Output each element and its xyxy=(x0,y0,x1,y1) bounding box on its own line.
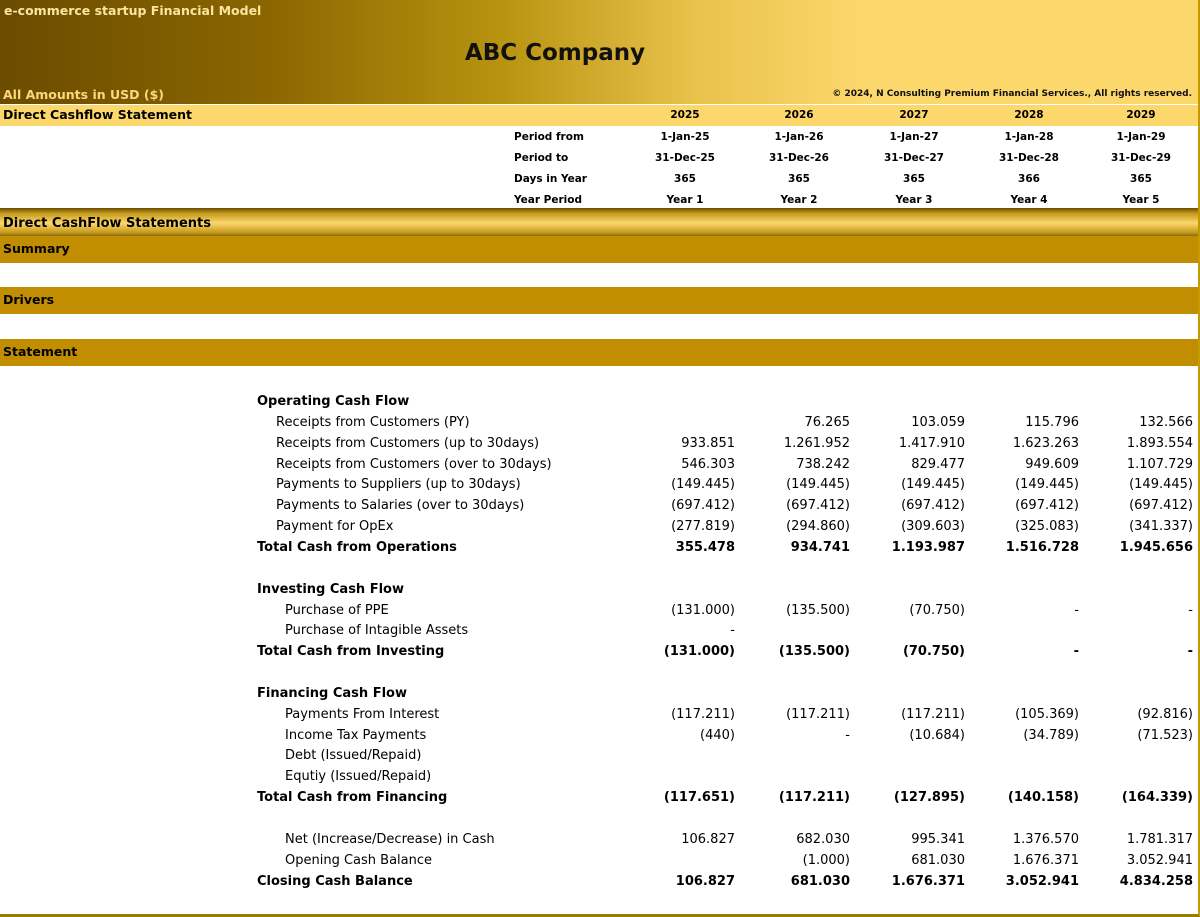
spacer-row xyxy=(0,663,1198,684)
value-cell[interactable]: - xyxy=(730,623,735,639)
value-cell[interactable]: (697.412) xyxy=(786,498,850,514)
value-cell[interactable]: 115.796 xyxy=(1025,414,1079,430)
value-cell[interactable]: (135.500) xyxy=(786,602,850,618)
section-drivers[interactable] xyxy=(0,287,1198,314)
value-cell[interactable]: 106.827 xyxy=(681,831,735,847)
value-cell[interactable]: 76.265 xyxy=(804,414,850,430)
value-cell[interactable]: 1.893.554 xyxy=(1126,435,1193,451)
value-cell[interactable]: (117.651) xyxy=(663,790,735,806)
period-to-cell[interactable]: 31-Dec-29 xyxy=(1110,152,1171,164)
value-cell[interactable]: (105.369) xyxy=(1015,706,1079,722)
value-cell[interactable]: (440) xyxy=(700,727,735,743)
table-row xyxy=(0,767,1198,788)
year-2025[interactable]: 2025 xyxy=(670,109,700,121)
value-cell[interactable]: (697.412) xyxy=(1129,498,1193,514)
year-2026[interactable]: 2026 xyxy=(784,109,814,121)
value-cell[interactable]: 682.030 xyxy=(796,831,850,847)
year-header-row xyxy=(0,105,1198,126)
days-in-year-label: Days in Year xyxy=(514,173,587,185)
value-cell[interactable]: (117.211) xyxy=(901,706,965,722)
year-period-cell[interactable]: Year 4 xyxy=(1010,194,1048,206)
row-label[interactable]: Investing Cash Flow xyxy=(257,581,404,597)
value-cell[interactable]: (117.211) xyxy=(786,706,850,722)
table-row xyxy=(0,455,1198,476)
year-2027[interactable]: 2027 xyxy=(899,109,929,121)
value-cell[interactable]: (149.445) xyxy=(901,477,965,493)
value-cell[interactable]: (140.158) xyxy=(1007,790,1079,806)
table-row xyxy=(0,830,1198,851)
value-cell[interactable]: (697.412) xyxy=(1015,498,1079,514)
value-cell[interactable]: (149.445) xyxy=(671,477,735,493)
value-cell[interactable]: 1.516.728 xyxy=(1005,539,1079,555)
period-from-row xyxy=(0,127,1198,148)
section-summary-label: Summary xyxy=(3,241,70,256)
table-row xyxy=(0,538,1198,559)
period-to-cell[interactable]: 31-Dec-28 xyxy=(998,152,1059,164)
model-title: e-commerce startup Financial Model xyxy=(4,3,262,18)
value-cell[interactable]: - xyxy=(1187,644,1193,660)
row-label[interactable]: Purchase of PPE xyxy=(285,602,389,618)
row-label[interactable]: Payments From Interest xyxy=(285,706,440,722)
value-cell[interactable]: 546.303 xyxy=(681,456,735,472)
value-cell[interactable]: 1.193.987 xyxy=(891,539,965,555)
days-in-year-row xyxy=(0,169,1198,190)
row-label[interactable]: Total Cash from Investing xyxy=(257,644,445,660)
row-label[interactable]: Closing Cash Balance xyxy=(257,873,413,889)
year-2028[interactable]: 2028 xyxy=(1014,109,1044,121)
value-cell[interactable]: (70.750) xyxy=(902,644,965,660)
value-cell[interactable]: 681.030 xyxy=(911,852,965,868)
value-cell[interactable]: (34.789) xyxy=(1023,727,1079,743)
period-from-cell[interactable]: 1-Jan-29 xyxy=(1116,131,1166,143)
table-row xyxy=(0,580,1198,601)
table-row xyxy=(0,517,1198,538)
period-to-row xyxy=(0,148,1198,169)
value-cell[interactable]: - xyxy=(1074,602,1079,618)
period-from-cell[interactable]: 1-Jan-28 xyxy=(1004,131,1054,143)
days-in-year-cell[interactable]: 365 xyxy=(903,173,925,185)
row-label[interactable]: Receipts from Customers (PY) xyxy=(276,414,470,430)
value-cell[interactable]: (277.819) xyxy=(671,519,735,535)
table-row xyxy=(0,746,1198,767)
value-cell[interactable]: (10.684) xyxy=(909,727,965,743)
value-cell[interactable]: 103.059 xyxy=(911,414,965,430)
period-from-cell[interactable]: 1-Jan-27 xyxy=(889,131,939,143)
value-cell[interactable]: 1.107.729 xyxy=(1126,456,1193,472)
year-2029[interactable]: 2029 xyxy=(1126,109,1156,121)
table-row xyxy=(0,413,1198,434)
value-cell[interactable]: 934.741 xyxy=(790,539,850,555)
row-label[interactable]: Income Tax Payments xyxy=(285,727,427,743)
value-cell[interactable]: 681.030 xyxy=(790,873,850,889)
spacer-row xyxy=(0,809,1198,830)
row-label[interactable]: Purchase of Intagible Assets xyxy=(285,623,469,639)
value-cell[interactable]: 355.478 xyxy=(675,539,735,555)
year-period-cell[interactable]: Year 2 xyxy=(780,194,818,206)
value-cell[interactable]: (127.895) xyxy=(893,790,965,806)
value-cell[interactable]: (149.445) xyxy=(786,477,850,493)
period-from-cell[interactable]: 1-Jan-25 xyxy=(660,131,710,143)
row-label[interactable]: Total Cash from Operations xyxy=(257,539,457,555)
table-row xyxy=(0,684,1198,705)
row-label[interactable]: Opening Cash Balance xyxy=(285,852,432,868)
year-period-cell[interactable]: Year 3 xyxy=(895,194,933,206)
days-in-year-cell[interactable]: 365 xyxy=(788,173,810,185)
days-in-year-cell[interactable]: 365 xyxy=(674,173,696,185)
section-drivers-label: Drivers xyxy=(3,292,55,307)
row-label[interactable]: Net (Increase/Decrease) in Cash xyxy=(285,831,495,847)
row-label[interactable]: Payment for OpEx xyxy=(276,519,394,535)
table-row xyxy=(0,621,1198,642)
value-cell[interactable]: (135.500) xyxy=(778,644,850,660)
period-to-label: Period to xyxy=(514,152,569,164)
row-label[interactable]: Total Cash from Financing xyxy=(257,790,448,806)
row-label[interactable]: Payments to Salaries (over to 30days) xyxy=(276,498,525,514)
table-row xyxy=(0,851,1198,872)
value-cell[interactable]: 949.609 xyxy=(1025,456,1079,472)
table-row xyxy=(0,601,1198,622)
value-cell[interactable]: (1.000) xyxy=(802,852,850,868)
value-cell[interactable]: (117.211) xyxy=(778,790,850,806)
row-label[interactable]: Receipts from Customers (over to 30days) xyxy=(276,456,552,472)
value-cell[interactable]: (71.523) xyxy=(1137,727,1193,743)
value-cell[interactable]: 1.376.570 xyxy=(1012,831,1079,847)
days-in-year-cell[interactable]: 366 xyxy=(1018,173,1040,185)
title-banner xyxy=(0,0,1198,104)
copyright-note: © 2024, N Consulting Premium Financial Services., All rights reserved. xyxy=(832,89,1192,99)
period-to-cell[interactable]: 31-Dec-26 xyxy=(768,152,829,164)
value-cell[interactable]: 106.827 xyxy=(675,873,735,889)
value-cell[interactable]: (131.000) xyxy=(671,602,735,618)
value-cell[interactable]: (70.750) xyxy=(909,602,965,618)
value-cell[interactable]: (341.337) xyxy=(1129,519,1193,535)
section-cashflow-statements xyxy=(0,208,1198,238)
row-label[interactable]: Financing Cash Flow xyxy=(257,685,407,701)
value-cell[interactable]: 3.052.941 xyxy=(1005,873,1079,889)
year-period-label: Year Period xyxy=(514,194,583,206)
value-cell[interactable]: 4.834.258 xyxy=(1119,873,1193,889)
row-label[interactable]: Operating Cash Flow xyxy=(257,394,410,409)
period-to-cell[interactable]: 31-Dec-27 xyxy=(883,152,944,164)
value-cell[interactable]: (131.000) xyxy=(663,644,735,660)
value-cell[interactable]: 1.623.263 xyxy=(1012,435,1079,451)
value-cell[interactable]: 1.417.910 xyxy=(898,435,965,451)
value-cell[interactable]: 1.945.656 xyxy=(1119,539,1193,555)
spacer-row xyxy=(0,559,1198,580)
table-row xyxy=(0,726,1198,747)
table-row xyxy=(0,475,1198,496)
year-period-cell[interactable]: Year 1 xyxy=(666,194,704,206)
period-to-cell[interactable]: 31-Dec-25 xyxy=(654,152,715,164)
period-from-cell[interactable]: 1-Jan-26 xyxy=(774,131,824,143)
value-cell[interactable]: (697.412) xyxy=(901,498,965,514)
value-cell[interactable]: (697.412) xyxy=(671,498,735,514)
table-row xyxy=(0,496,1198,517)
value-cell[interactable]: 738.242 xyxy=(796,456,850,472)
value-cell[interactable]: - xyxy=(1188,602,1193,618)
company-name: ABC Company xyxy=(464,40,646,66)
value-cell[interactable]: 3.052.941 xyxy=(1126,852,1193,868)
value-cell[interactable]: (149.445) xyxy=(1129,477,1193,493)
value-cell[interactable]: (117.211) xyxy=(671,706,735,722)
value-cell[interactable]: (309.603) xyxy=(901,519,965,535)
table-row xyxy=(0,705,1198,726)
value-cell[interactable]: (294.860) xyxy=(786,519,850,535)
value-cell[interactable]: 1.261.952 xyxy=(783,435,850,451)
table-row xyxy=(0,434,1198,455)
value-cell[interactable]: 1.676.371 xyxy=(891,873,965,889)
row-label[interactable]: Payments to Suppliers (up to 30days) xyxy=(276,477,521,493)
table-row xyxy=(0,788,1198,809)
value-cell[interactable]: (149.445) xyxy=(1015,477,1079,493)
section-statement-label: Statement xyxy=(3,344,78,359)
value-cell[interactable]: 995.341 xyxy=(911,831,965,847)
table-row xyxy=(0,642,1198,663)
row-label[interactable]: Debt (Issued/Repaid) xyxy=(285,748,422,764)
value-cell[interactable]: 1.781.317 xyxy=(1126,831,1193,847)
currency-note: All Amounts in USD ($) xyxy=(3,87,164,102)
row-label[interactable]: Equtiy (Issued/Repaid) xyxy=(285,769,432,785)
table-row xyxy=(0,392,1198,413)
value-cell[interactable]: 132.566 xyxy=(1139,414,1193,430)
value-cell[interactable]: (92.816) xyxy=(1137,706,1193,722)
value-cell[interactable]: (164.339) xyxy=(1121,790,1193,806)
sheet-title: Direct Cashflow Statement xyxy=(3,107,192,122)
value-cell[interactable]: - xyxy=(1073,644,1079,660)
value-cell[interactable]: - xyxy=(845,727,850,743)
days-in-year-cell[interactable]: 365 xyxy=(1130,173,1152,185)
year-period-cell[interactable]: Year 5 xyxy=(1122,194,1160,206)
value-cell[interactable]: (325.083) xyxy=(1015,519,1079,535)
value-cell[interactable]: 1.676.371 xyxy=(1012,852,1079,868)
period-from-label: Period from xyxy=(514,131,584,143)
value-cell[interactable]: 933.851 xyxy=(681,435,735,451)
row-label[interactable]: Receipts from Customers (up to 30days) xyxy=(276,435,540,451)
section-summary[interactable] xyxy=(0,236,1198,263)
section-title: Direct CashFlow Statements xyxy=(3,216,211,231)
section-statement[interactable] xyxy=(0,339,1198,366)
table-row xyxy=(0,872,1198,893)
value-cell[interactable]: 829.477 xyxy=(911,456,965,472)
